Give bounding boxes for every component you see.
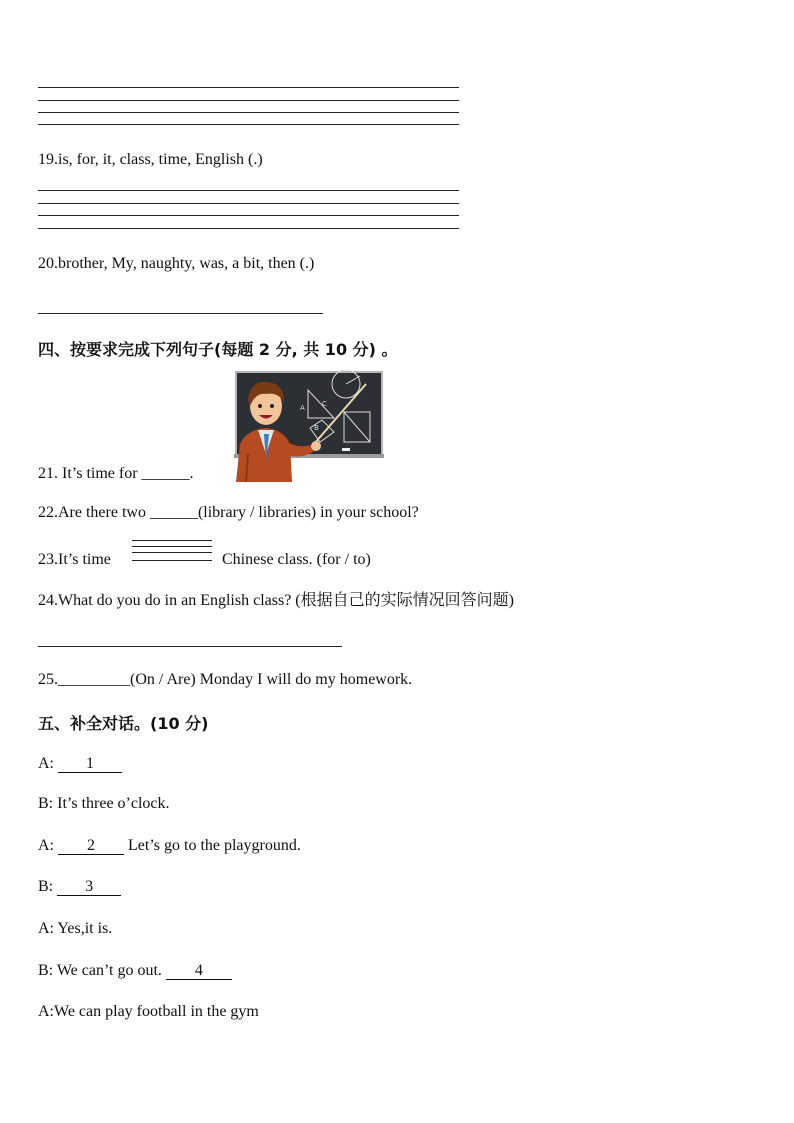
dialogue-blank: 1: [58, 756, 122, 773]
question-25: [38, 671, 412, 689]
teacher-at-blackboard-icon: [226, 370, 386, 482]
dialogue-blank: 2: [58, 838, 124, 855]
dialogue-line: [38, 837, 301, 855]
answer-line: [132, 540, 212, 541]
dialogue-text: Let’s go to the playground.: [124, 837, 301, 854]
answer-line: [132, 552, 212, 553]
section-4-title: 四、按要求完成下列句子(每题 2 分, 共 10 分) 。: [38, 340, 398, 359]
question-22: 22.Are there two ______(library / libraries) in your school?: [38, 504, 419, 521]
board-letter: B: [314, 424, 319, 432]
answer-line: [38, 87, 459, 88]
question-number: 25.: [38, 671, 58, 688]
dialogue-line: [38, 878, 121, 896]
answer-line: [38, 190, 459, 191]
dialogue-speaker: B:: [38, 878, 58, 895]
answer-line: [38, 646, 342, 647]
answer-line: [38, 100, 459, 101]
answer-line: [38, 203, 459, 204]
section-5-title: 五、补全对话。(10 分): [38, 714, 209, 733]
question-21: 21. It’s time for ______.: [38, 465, 194, 482]
dialogue-line: [38, 755, 122, 773]
answer-line: [132, 546, 212, 547]
board-letter: A: [300, 404, 305, 412]
dialogue-line: B: It’s three o’clock.: [38, 795, 170, 812]
fill-blank: _________: [58, 671, 130, 688]
answer-line: [38, 112, 459, 113]
answer-line: [132, 560, 212, 561]
question-23-prefix: 23.It’s time: [38, 551, 111, 568]
dialogue-line: A:We can play football in the gym: [38, 1003, 259, 1020]
answer-line: [38, 313, 323, 314]
question-text: (On / Are) Monday I will do my homework.: [130, 671, 413, 688]
answer-line: [38, 215, 459, 216]
dialogue-line: A: Yes,it is.: [38, 920, 113, 937]
dialogue-blank: 3: [57, 879, 121, 896]
dialogue-line: [38, 962, 232, 980]
question-20: 20.brother, My, naughty, was, a bit, then (.): [38, 255, 315, 272]
question-19: 19.is, for, it, class, time, English (.): [38, 151, 263, 168]
dialogue-blank: 4: [166, 963, 232, 980]
dialogue-speaker: A:: [38, 837, 58, 854]
answer-line: [38, 124, 459, 125]
dialogue-speaker: B: We can’t go out.: [38, 962, 166, 979]
answer-line: [38, 228, 459, 229]
question-24: 24.What do you do in an English class? (根据自己的实际情况回答问题): [38, 592, 514, 609]
board-letter: C: [322, 400, 327, 408]
dialogue-speaker: A:: [38, 755, 58, 772]
question-23-suffix: Chinese class. (for / to): [222, 551, 371, 568]
